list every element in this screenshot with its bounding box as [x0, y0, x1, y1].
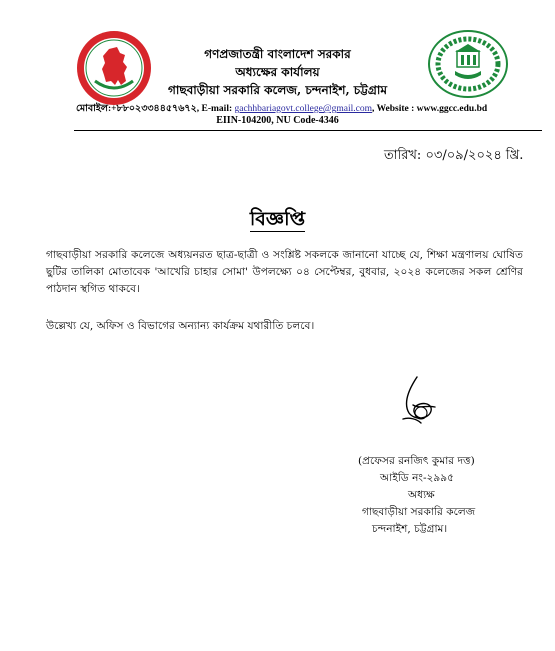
- signatory-name: (প্রফেসর রনজিৎ কুমার দত্ত): [358, 455, 475, 467]
- notice-date: তারিখ: ০৩/০৯/২০২৪ খ্রি.: [384, 148, 524, 163]
- header-divider: [74, 130, 542, 131]
- office-name: অধ্যক্ষের কার্যালয়: [235, 65, 320, 79]
- contact-phone: মোবাইল:+৮৮০২৩৩৪৪৫৭৬৭২, E-mail:: [76, 104, 233, 114]
- website-text: , Website : www.ggcc.edu.bd: [371, 104, 488, 114]
- notice-paragraph: গাছবাড়ীয়া সরকারি কলেজে অধ্যয়নরত ছাত্র-ছাত্রী ও সংশ্লিষ্ট সকলকে জানানো যাচ্ছে যে, শিক্ষা মন্ত্রণালয় ঘোষিত ছুটির তালিকা মোতাবেক 'আখেরি চাহার সোমা' উপলক্ষ্যে ০৪ সেপ্টেম্বর, বুধবার, ২০২৪ কলেজের সকল শ্রেণির পাঠদান স্থগিত থাকবে।: [46, 249, 523, 295]
- signature-block: [340, 453, 510, 538]
- government-name: গণপ্রজাতন্ত্রী বাংলাদেশ সরকার: [204, 47, 351, 61]
- notice-title-text: বিজ্ঞপ্তি: [249, 208, 306, 230]
- notice-paragraph: উল্লেখ্য যে, অফিস ও বিভাগের অন্যান্য কার্যক্রম যথারীতি চলবে।: [46, 320, 315, 332]
- handwritten-signature: [395, 375, 439, 431]
- eiin-code: EIIN-104200, NU Code-4346: [216, 115, 339, 126]
- college-address: গাছবাড়ীয়া সরকারি কলেজ, চন্দনাইশ, চট্টগ্রাম: [168, 83, 387, 97]
- signatory-location: চন্দনাইশ, চট্টগ্রাম।: [372, 523, 448, 535]
- signatory-college: গাছবাড়ীয়া সরকারি কলেজ: [362, 506, 476, 518]
- email-link[interactable]: gachhbariagovt.college@gmail.com: [234, 104, 372, 114]
- signatory-designation: অধ্যক্ষ: [408, 489, 435, 501]
- notice-title: [0, 205, 555, 237]
- signatory-id: আইডি নং-২৯৯৫: [380, 472, 455, 484]
